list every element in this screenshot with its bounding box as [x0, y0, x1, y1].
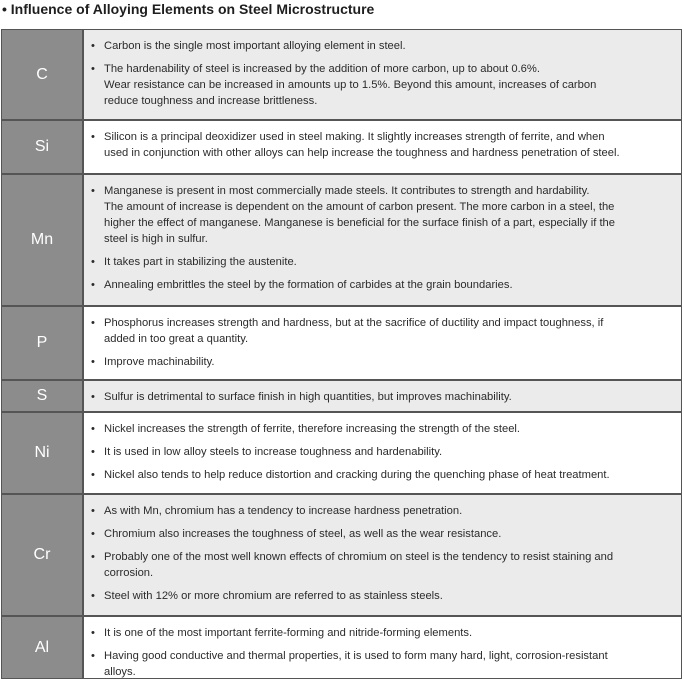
- table-row-ni: [2, 413, 681, 493]
- list-item-text: It is one of the most important ferrite-forming and nitride-forming elements.: [104, 627, 473, 639]
- list-item: [91, 354, 673, 370]
- bullet-icon: •: [91, 650, 95, 662]
- element-description-mn: [84, 175, 681, 305]
- list-item: [91, 183, 673, 247]
- element-symbol-si: Si: [2, 121, 82, 173]
- element-symbol-mn: Mn: [2, 175, 82, 305]
- list-item-text: It takes part in stabilizing the austenite.: [104, 256, 297, 268]
- table-row-s: [2, 381, 681, 411]
- list-item: [91, 625, 673, 641]
- list-item-text: Having good conductive and thermal properties, it is used to form many hard, light, corrosion-resistant alloys.: [104, 650, 608, 678]
- list-item-text: Improve machinability.: [104, 356, 215, 368]
- list-item-text: Nickel also tends to help reduce distortion and cracking during the quenching phase of heat treatment.: [104, 469, 610, 481]
- list-item-text: Probably one of the most well known effects of chromium on steel is the tendency to resist staining and corrosion.: [104, 551, 614, 579]
- list-item: [91, 467, 673, 483]
- element-description-si: [84, 121, 681, 173]
- bullet-icon: •: [91, 590, 95, 602]
- list-item: [91, 254, 673, 270]
- list-item: [91, 38, 673, 54]
- table-row-cr: [2, 495, 681, 615]
- list-item-text: Steel with 12% or more chromium are referred to as stainless steels.: [104, 590, 443, 602]
- list-item: [91, 61, 673, 109]
- bullet-icon: •: [91, 185, 95, 197]
- element-symbol-p: P: [2, 307, 82, 379]
- list-item: [91, 389, 673, 405]
- list-item: [91, 588, 673, 604]
- element-symbol-ni: Ni: [2, 413, 82, 493]
- bullet-icon: •: [91, 279, 95, 291]
- table-row-si: [2, 121, 681, 173]
- table-row-p: [2, 307, 681, 379]
- element-description-ni: [84, 413, 681, 493]
- element-symbol-c: C: [2, 30, 82, 119]
- bullet-icon: •: [91, 356, 95, 368]
- bullet-icon: •: [91, 131, 95, 143]
- alloying-elements-table: [1, 29, 682, 679]
- bullet-icon: •: [91, 505, 95, 517]
- list-item: [91, 277, 673, 293]
- list-item: [91, 648, 673, 680]
- list-item: [91, 526, 673, 542]
- list-item-text: Chromium also increases the toughness of steel, as well as the wear resistance.: [104, 528, 502, 540]
- list-item-text: As with Mn, chromium has a tendency to increase hardness penetration.: [104, 505, 463, 517]
- element-symbol-cr: Cr: [2, 495, 82, 615]
- list-item-text: It is used in low alloy steels to increase toughness and hardenability.: [104, 446, 443, 458]
- element-description-c: [84, 30, 681, 119]
- bullet-icon: •: [91, 423, 95, 435]
- bullet-icon: •: [91, 40, 95, 52]
- element-description-s: [84, 381, 681, 411]
- list-item: [91, 549, 673, 581]
- element-description-cr: [84, 495, 681, 615]
- bullet-icon: •: [91, 391, 95, 403]
- element-description-al: [84, 617, 681, 678]
- bullet-icon: •: [91, 469, 95, 481]
- list-item: [91, 503, 673, 519]
- table-row-al: [2, 617, 681, 678]
- list-item-text: Annealing embrittles the steel by the formation of carbides at the grain boundaries.: [104, 279, 513, 291]
- list-item-text: Carbon is the single most important alloying element in steel.: [104, 40, 406, 52]
- bullet-icon: •: [91, 256, 95, 268]
- element-description-p: [84, 307, 681, 379]
- list-item: [91, 421, 673, 437]
- table-row-mn: [2, 175, 681, 305]
- list-item-text: Nickel increases the strength of ferrite, therefore increasing the strength of the steel.: [104, 423, 521, 435]
- element-symbol-s: S: [2, 381, 82, 411]
- page-title: • Influence of Alloying Elements on Steel Microstructure: [2, 1, 375, 17]
- list-item: [91, 444, 673, 460]
- bullet-icon: •: [91, 446, 95, 458]
- list-item-text: Phosphorus increases strength and hardness, but at the sacrifice of ductility and impact toughness, if added in too great a quantity.: [104, 317, 604, 345]
- element-symbol-al: Al: [2, 617, 82, 678]
- bullet-icon: •: [91, 63, 95, 75]
- bullet-icon: •: [91, 551, 95, 563]
- list-item-text: Manganese is present in most commercially made steels. It contributes to strength and hardability. The amount of increase is dependent on the amount of carbon present. The more carbon in a steel, the higher the effect of manganese. Manganese is beneficial for the surface finish of a part, especially if the steel is high in sulfur.: [104, 185, 615, 245]
- list-item-text: Silicon is a principal deoxidizer used in steel making. It slightly increases strength of ferrite, and when used in conjunction with other alloys can help increase the toughness and hardness penetration of steel.: [104, 131, 620, 159]
- list-item: [91, 315, 673, 347]
- bullet-icon: •: [91, 627, 95, 639]
- list-item-text: The hardenability of steel is increased by the addition of more carbon, up to about 0.6%. Wear resistance can be increased in amounts up to 1.5%. Beyond this amount, increases of carbon reduce toughness and increase brittleness.: [104, 63, 597, 107]
- bullet-icon: •: [91, 317, 95, 329]
- list-item-text: Sulfur is detrimental to surface finish in high quantities, but improves machinability.: [104, 391, 512, 403]
- table-row-c: [2, 30, 681, 119]
- list-item: [91, 129, 673, 161]
- bullet-icon: •: [91, 528, 95, 540]
